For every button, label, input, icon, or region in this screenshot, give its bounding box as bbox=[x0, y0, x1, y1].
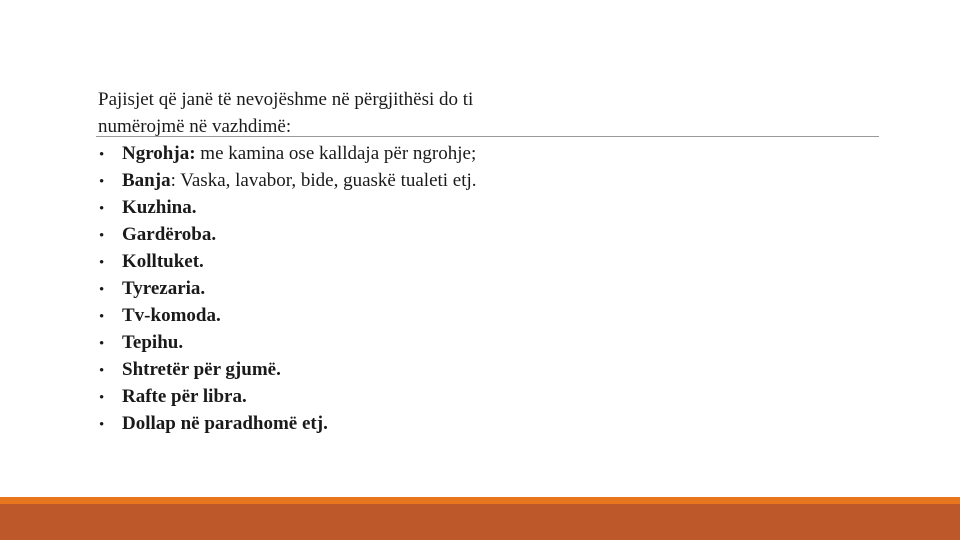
list-item-tv-stand bbox=[98, 302, 878, 329]
bullet-icon: • bbox=[99, 147, 105, 163]
list-item-kitchen bbox=[98, 194, 878, 221]
item-text: Rafte për libra. bbox=[122, 386, 247, 407]
list-item-hall-cabinet bbox=[98, 410, 878, 437]
item-heading: Ngrohja: bbox=[122, 143, 196, 164]
bullet-icon: • bbox=[99, 282, 105, 298]
list-item-bathroom bbox=[98, 167, 878, 194]
bullet-icon: • bbox=[99, 174, 105, 190]
item-text: Tv-komoda. bbox=[122, 305, 221, 326]
list-item-bookshelves bbox=[98, 383, 878, 410]
item-heading: Banja bbox=[122, 170, 171, 191]
item-detail: : Vaska, lavabor, bide, guaskë tualeti etj. bbox=[170, 170, 477, 191]
list-item-desk bbox=[98, 275, 878, 302]
item-text: Tyrezaria. bbox=[122, 278, 206, 299]
item-text: Dollap në paradhomë etj. bbox=[122, 413, 328, 434]
slide-body bbox=[98, 86, 878, 437]
list-item-carpet bbox=[98, 329, 878, 356]
bullet-icon: • bbox=[99, 228, 105, 244]
bullet-icon: • bbox=[99, 363, 105, 379]
equipment-list bbox=[98, 140, 878, 437]
footer-accent-stripe bbox=[0, 497, 960, 504]
bullet-icon: • bbox=[99, 201, 105, 217]
intro-line-2: numërojmë në vazhdimë: bbox=[98, 116, 292, 137]
item-detail: me kamina ose kalldaja për ngrohje; bbox=[195, 143, 477, 164]
intro-line-1: Pajisjet që janë të nevojëshme në përgjithësi do ti bbox=[98, 89, 474, 110]
list-item-heating bbox=[98, 140, 878, 167]
bullet-icon: • bbox=[99, 336, 105, 352]
item-text: Gardëroba. bbox=[122, 224, 217, 245]
list-item-beds bbox=[98, 356, 878, 383]
bullet-icon: • bbox=[99, 417, 105, 433]
bullet-icon: • bbox=[99, 390, 105, 406]
item-text: Tepihu. bbox=[122, 332, 184, 353]
list-item-armchairs bbox=[98, 248, 878, 275]
item-text: Kolltuket. bbox=[122, 251, 204, 272]
item-text: Shtretër për gjumë. bbox=[122, 359, 281, 380]
bullet-icon: • bbox=[99, 309, 105, 325]
list-item-wardrobe bbox=[98, 221, 878, 248]
intro-paragraph bbox=[98, 86, 598, 140]
bullet-icon: • bbox=[99, 255, 105, 271]
item-text: Kuzhina. bbox=[122, 197, 197, 218]
